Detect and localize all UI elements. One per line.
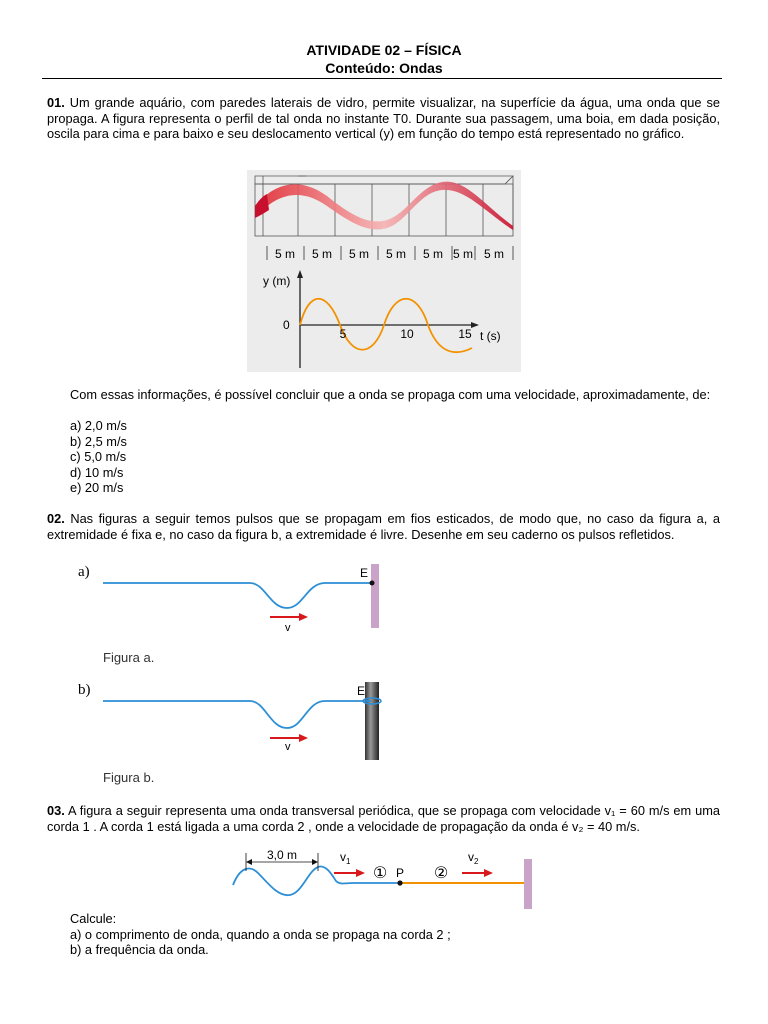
q1-figure bbox=[247, 170, 521, 372]
string-a bbox=[103, 583, 372, 608]
figure-b bbox=[75, 676, 395, 788]
figure-b-letter: b) bbox=[78, 682, 91, 698]
rope-wall bbox=[524, 859, 532, 909]
segment-label: 5 m bbox=[311, 247, 333, 261]
end-label-a: E bbox=[360, 566, 369, 580]
page-subtitle: Conteúdo: Ondas bbox=[325, 60, 443, 76]
q3-number: 03. bbox=[47, 803, 65, 818]
point-label: P bbox=[396, 866, 405, 880]
q1-statement bbox=[47, 95, 720, 142]
fixed-end-point bbox=[370, 581, 375, 586]
graph-xlabel: t (s) bbox=[480, 329, 501, 343]
string-b bbox=[103, 701, 371, 728]
q3-item-b: b) a frequência da onda. bbox=[70, 942, 209, 957]
q3-item-a: a) o comprimento de onda, quando a onda se propaga na corda 2 ; bbox=[70, 927, 451, 942]
figure-a bbox=[75, 558, 395, 670]
figure-b-caption: Figura b. bbox=[103, 770, 155, 785]
page-title: ATIVIDADE 02 – FÍSICA bbox=[306, 42, 462, 58]
graph-tick: 10 bbox=[400, 327, 414, 341]
fixed-wall bbox=[371, 564, 379, 628]
junction-point bbox=[397, 880, 402, 885]
q1-option-e[interactable]: e) 20 m/s bbox=[70, 480, 124, 495]
q2-text: Nas figuras a seguir temos pulsos que se propagam em fios esticados, de modo que, no caso da figura a, a extremidade é fixa e, no caso da figura b, a extremidade é livre. Desenhe em seu caderno os pulsos refletidos. bbox=[47, 511, 720, 542]
figure-a-letter: a) bbox=[78, 564, 90, 580]
v1-arrowhead bbox=[356, 869, 365, 877]
length-arrow-left bbox=[246, 859, 252, 865]
free-end-pole bbox=[365, 682, 379, 760]
q3-figure bbox=[228, 845, 540, 911]
segment-label: 5 m bbox=[348, 247, 370, 261]
segment-label: 5 m bbox=[385, 247, 407, 261]
q1-option-a[interactable]: a) 2,0 m/s bbox=[70, 418, 127, 433]
q1-number: 01. bbox=[47, 95, 65, 110]
header-divider bbox=[42, 78, 722, 79]
q1-option-d[interactable]: d) 10 m/s bbox=[70, 465, 124, 480]
q1-option-c[interactable]: c) 5,0 m/s bbox=[70, 449, 127, 464]
rope-1-label: ① bbox=[372, 863, 388, 882]
v2-arrowhead bbox=[484, 869, 493, 877]
velocity-arrowhead-a bbox=[299, 613, 308, 621]
v2-subscript: 2 bbox=[474, 857, 479, 866]
q2-statement bbox=[47, 511, 720, 542]
segment-label: 5 m bbox=[422, 247, 444, 261]
q3-prompt: Calcule: bbox=[70, 911, 117, 926]
q1-text: Um grande aquário, com paredes laterais de vidro, permite visualizar, na superfície da água, uma onda que se propaga. A figura representa o perfil de tal onda no instante T0. Durante sua passagem, uma boia, em dada posição, oscila para cima e para baixo e seu deslocamento vertical (y) em função do tempo está representado no gráfico. bbox=[47, 95, 720, 142]
graph-zero: 0 bbox=[283, 318, 290, 332]
v1-label bbox=[340, 850, 351, 866]
v2-letter: v bbox=[468, 850, 474, 864]
q2-number: 02. bbox=[47, 511, 65, 526]
graph-tick: 15 bbox=[458, 327, 472, 341]
segment-label: 5 m bbox=[452, 247, 474, 261]
q3-text: A figura a seguir representa uma onda transversal periódica, que se propaga com velocidade v₁ = 60 m/s em uma corda 1 . A corda 1 está ligada a uma corda 2 , onde a velocidade de propagação da onda é v₂ = 40 m/s. bbox=[47, 803, 721, 834]
figure-a-caption: Figura a. bbox=[103, 650, 155, 665]
q3-statement bbox=[47, 803, 720, 834]
graph-ylabel: y (m) bbox=[263, 274, 291, 288]
end-label-b: E bbox=[357, 684, 366, 698]
q1-option-b[interactable]: b) 2,5 m/s bbox=[70, 434, 127, 449]
velocity-label-a: v bbox=[285, 622, 291, 634]
segment-label: 5 m bbox=[274, 247, 296, 261]
velocity-label-b: v bbox=[285, 741, 291, 753]
v1-letter: v bbox=[340, 850, 346, 864]
v2-label bbox=[468, 850, 479, 866]
v1-subscript: 1 bbox=[346, 857, 351, 866]
length-arrow-right bbox=[312, 859, 318, 865]
segment-label: 5 m bbox=[483, 247, 505, 261]
graph-tick: 5 bbox=[339, 327, 347, 341]
length-label: 3,0 m bbox=[266, 848, 298, 862]
rope-2-label: ② bbox=[433, 863, 449, 882]
q1-question: Com essas informações, é possível concluir que a onda se propaga com uma velocidade, aproximadamente, de: bbox=[70, 387, 711, 402]
velocity-arrowhead-b bbox=[299, 734, 308, 742]
